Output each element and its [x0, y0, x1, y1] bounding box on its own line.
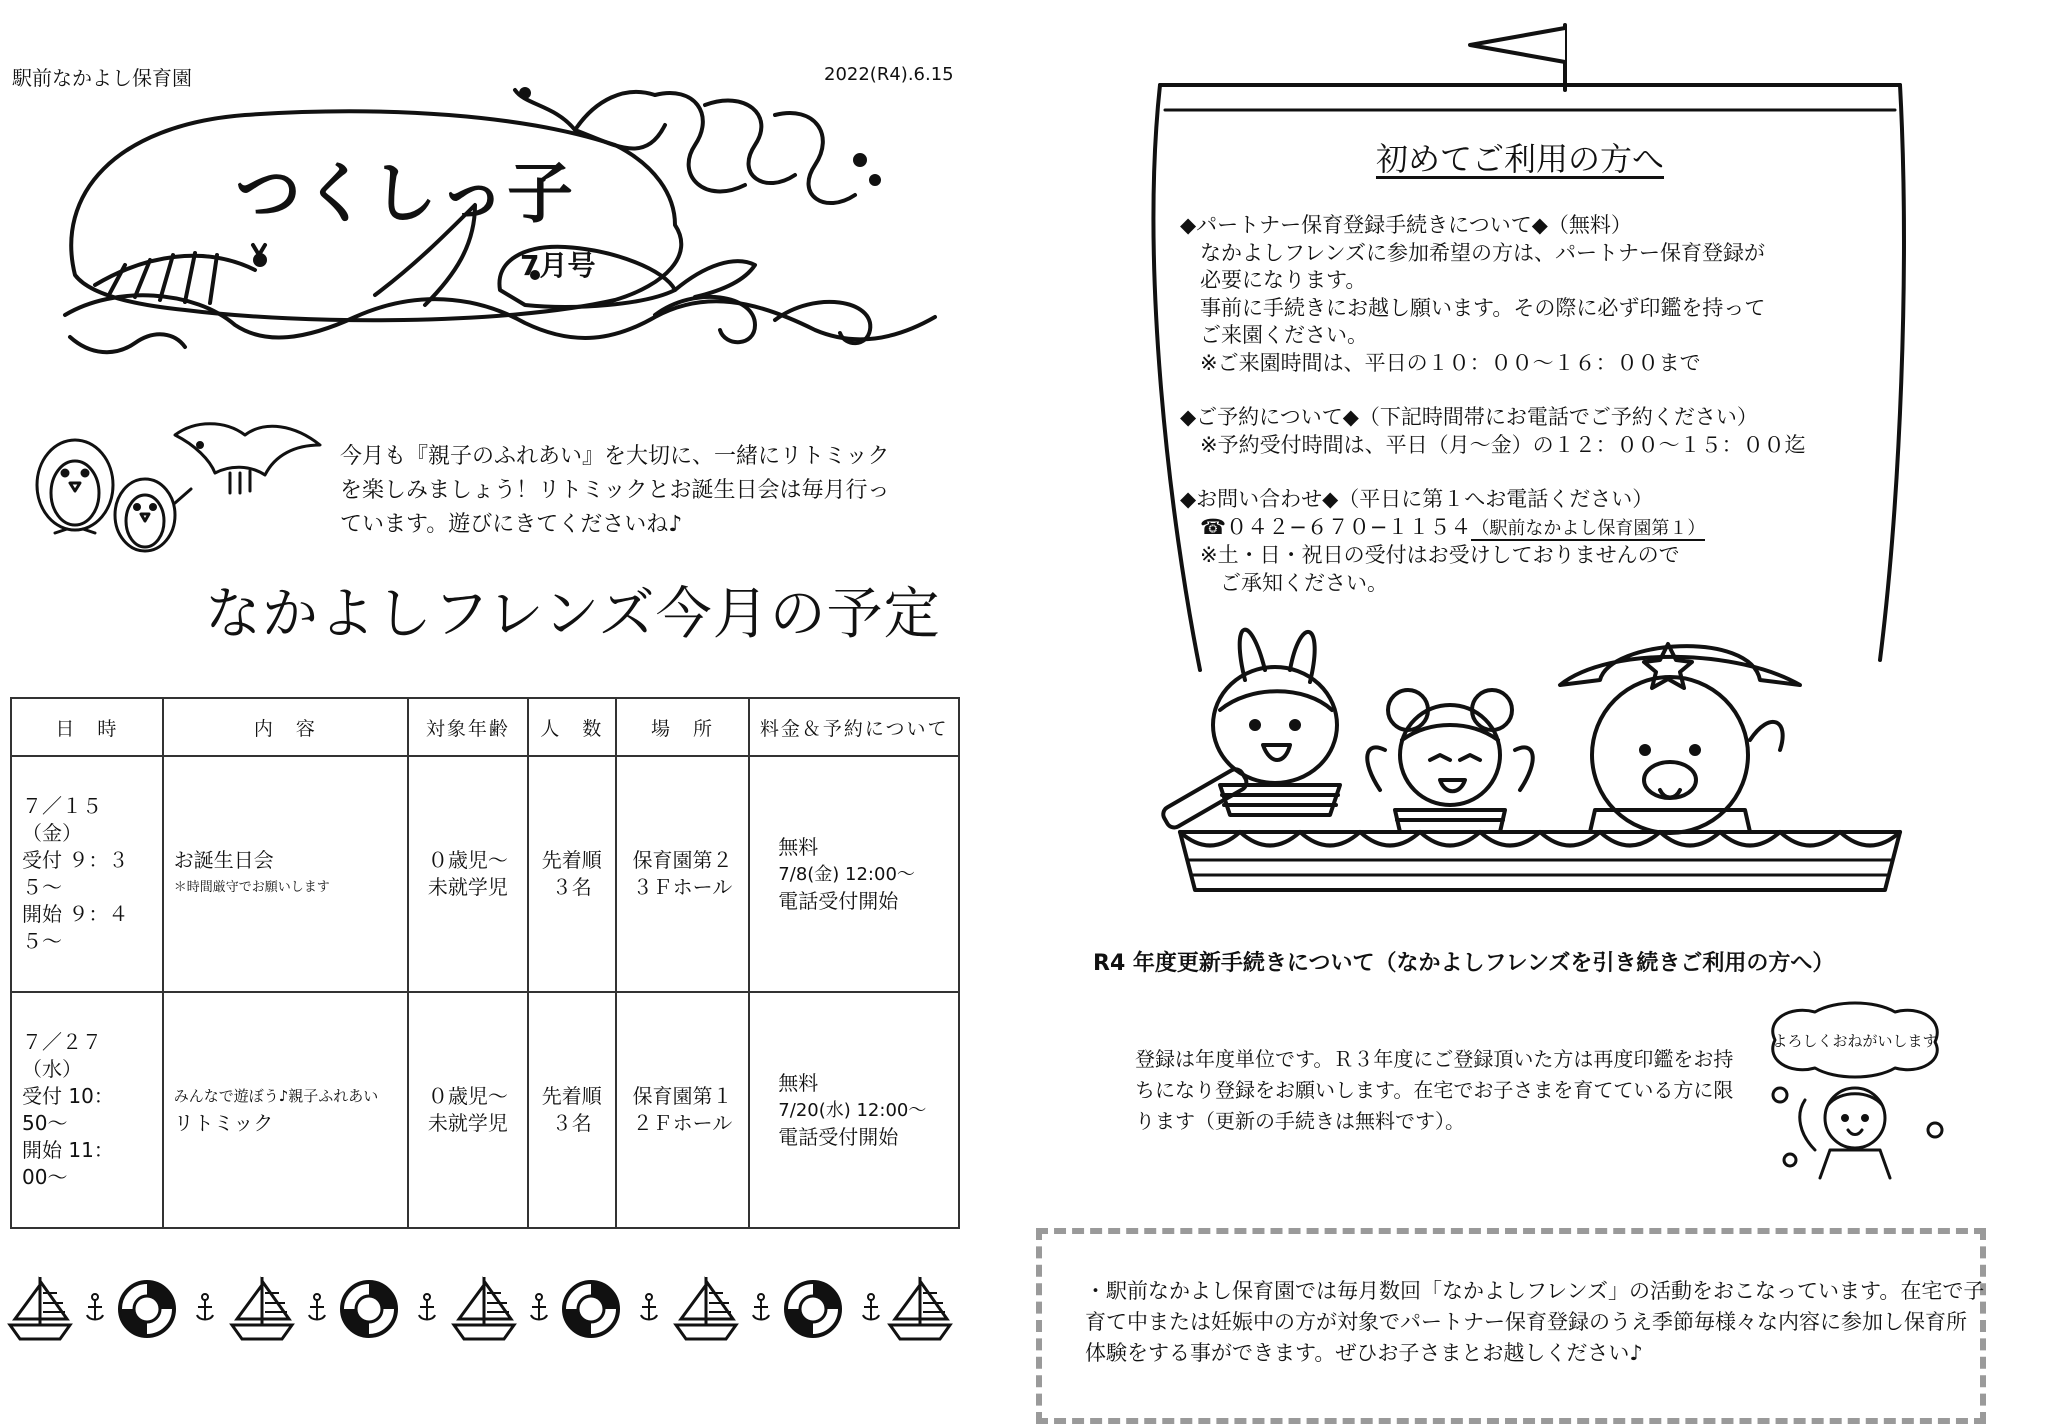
cell-place: [616, 756, 750, 992]
place-line: ３Ｆホール: [632, 875, 733, 899]
tel-line: [1180, 514, 1860, 543]
phone-location: （駅前なかよし保育園第１）: [1471, 517, 1706, 539]
info-text: ・駅前なかよし保育園では毎月数回「なかよしフレンズ」の活動をおこなっています。在宅で子育て中または妊娠中の方が対象でパートナー保育登録のうえ季節毎様々な内容に参加し保育所体験をする事ができます。ぜひお子さまとお越しください♪: [1085, 1279, 1985, 1365]
place-line: 保育園第２: [632, 848, 733, 872]
penguins-seagull-illustration: [25, 415, 335, 565]
event-date: ７／１５（金）: [22, 794, 102, 845]
table-row: [11, 992, 959, 1228]
contact-section: [1180, 486, 1860, 597]
partner-section: [1180, 212, 1860, 377]
header-datetime: 日 時: [11, 698, 163, 756]
header-fee: 料金＆予約について: [749, 698, 959, 756]
intro-text: 今月も『親子のふれあい』を大切に、一緒にリトミックを楽しみましょう！リトミックとお誕生日会は毎月行っています。遊びにきてくださいね♪: [340, 444, 890, 537]
issue-date: 2022(R4).6.15: [824, 64, 954, 85]
place-line: ２Ｆホール: [632, 1111, 733, 1135]
event-name: リトミック: [173, 1111, 274, 1135]
start-time: 開始 11：00〜: [22, 1138, 114, 1189]
cell-age: [408, 756, 528, 992]
reserve-heading: ◆ご予約について◆（下記時間帯にお電話でご予約ください）: [1180, 405, 1758, 429]
event-note: みんなで遊ぼう♪親子ふれあい: [173, 1087, 379, 1105]
schedule-title: なかよしフレンズ今月の予定: [205, 582, 941, 647]
reserve-date: 7/20(水) 12:00〜: [778, 1099, 927, 1121]
cell-fee: [749, 756, 959, 992]
partner-line: 必要になります。: [1200, 268, 1367, 292]
partner-line: ※ご来園時間は、平日の１０：００〜１６：００まで: [1200, 350, 1701, 375]
header-place: 場 所: [616, 698, 750, 756]
cell-place: [616, 992, 750, 1228]
org-name: 駅前なかよし保育園: [12, 66, 192, 90]
start-time: 開始 ９：４５〜: [22, 902, 129, 953]
cell-count: [528, 756, 616, 992]
cell-age: [408, 992, 528, 1228]
contact-line: ※土・日・祝日の受付はお受けしておりませんので: [1200, 543, 1680, 567]
cell-datetime: [11, 992, 163, 1228]
renewal-title: R4 年度更新手続きについて（なかよしフレンズを引き続きご利用の方へ）: [1093, 951, 1835, 976]
count-line: ３名: [551, 875, 592, 899]
reception-time: 受付 10：50〜: [22, 1084, 114, 1135]
event-date: ７／２７（水）: [22, 1030, 102, 1081]
phone-number: ☎０４２−６７０−１１５４: [1200, 514, 1472, 539]
cell-count: [528, 992, 616, 1228]
count-line: ３名: [551, 1111, 592, 1135]
partner-heading: ◆パートナー保育登録手続きについて◆（無料）: [1180, 213, 1632, 237]
header-age: 対象年齢: [408, 698, 528, 756]
girl-greeting-illustration: [1760, 1000, 1950, 1180]
newsletter-title: つくしっ子: [235, 155, 575, 232]
reserve-section: [1180, 404, 1860, 459]
age-line: 未就学児: [427, 875, 508, 899]
cell-content: [163, 756, 408, 992]
age-line: ０歳児〜: [427, 848, 508, 872]
schedule-table: [10, 697, 960, 1229]
event-name: お誕生日会: [173, 848, 274, 872]
place-line: 保育園第１: [632, 1084, 733, 1108]
renewal-text: 登録は年度単位です。Ｒ３年度にご登録頂いた方は再度印鑑をお持ちになり登録をお願いします。在宅でお子さまを育てている方に限ります（更新の手続きは無料です）。: [1135, 1047, 1734, 1133]
greeting-bubble-text: よろしくおねがいします: [1772, 1032, 1938, 1050]
partner-line: ご来園ください。: [1200, 323, 1368, 347]
age-line: 未就学児: [427, 1111, 508, 1135]
partner-line: 事前に手続きにお越し願います。その際に必ず印鑑を持って: [1200, 295, 1766, 320]
reserve-line: ※予約受付時間は、平日（月〜金）の１２：００〜１５：００迄: [1200, 432, 1806, 457]
count-line: 先着順: [541, 1084, 602, 1108]
header-content: 内 容: [163, 698, 408, 756]
reserve-date: 7/8(金) 12:00〜: [778, 863, 915, 885]
reserve-note: 電話受付開始: [778, 1124, 899, 1149]
sail-info: [1180, 212, 1860, 597]
nautical-decoration-row: [5, 1275, 955, 1345]
count-line: 先着順: [541, 848, 602, 872]
event-note: ＊時間厳守でお願いします: [173, 880, 330, 895]
age-line: ０歳児〜: [427, 1084, 508, 1108]
header-count: 人 数: [528, 698, 616, 756]
contact-heading: ◆お問い合わせ◆（平日に第１へお電話ください）: [1180, 487, 1654, 511]
reception-time: 受付 ９：３５〜: [22, 848, 129, 899]
partner-line: なかよしフレンズに参加希望の方は、パートナー保育登録が: [1200, 240, 1766, 265]
issue-label: 7月号: [520, 249, 596, 282]
cell-fee: [749, 992, 959, 1228]
cell-content: [163, 992, 408, 1228]
table-row: [11, 756, 959, 992]
contact-line: ご承知ください。: [1220, 570, 1388, 595]
fee-line: 無料: [778, 834, 819, 859]
fee-line: 無料: [778, 1070, 819, 1095]
table-header-row: [11, 698, 959, 756]
cell-datetime: [11, 756, 163, 992]
sail-title: 初めてご利用の方へ: [1375, 140, 1664, 178]
reserve-note: 電話受付開始: [778, 888, 899, 913]
